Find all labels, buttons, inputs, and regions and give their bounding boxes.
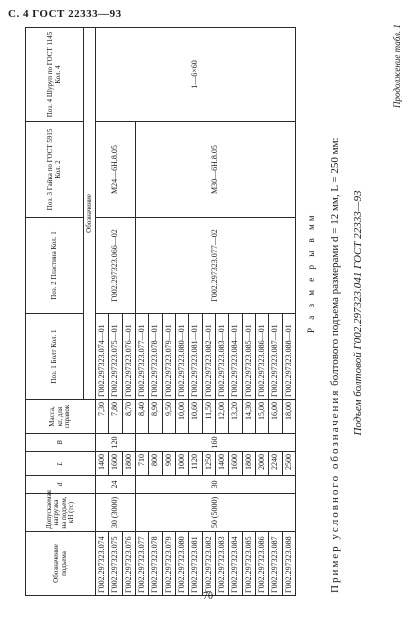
- col-header-B: B: [26, 434, 96, 452]
- cell-L: 1600: [229, 452, 242, 476]
- col-header-pos3: Поз. 3 Гайка по ГОСТ 5915 Кол. 2: [26, 122, 84, 218]
- col-header-d: d: [26, 476, 96, 494]
- cell-L: 2240: [269, 452, 282, 476]
- col-header-mass: Масса, кг, для справок: [26, 400, 96, 434]
- cell-L: 1800: [242, 452, 255, 476]
- example-reference: Подъем болтовой Г002.297323.041 ГОСТ 22333—93: [352, 190, 364, 436]
- cell-designation: Г002.297323.083: [215, 532, 228, 596]
- col-header-L: L: [26, 452, 96, 476]
- cell-designation: Г002.297323.084: [229, 532, 242, 596]
- cell-L: 1400: [96, 452, 109, 476]
- cell-pos1: Г002.297323.087—01: [269, 314, 282, 400]
- cell-mass: 10,00: [175, 400, 188, 434]
- col-header-pos1: Поз. 1 Болт Кол. 1: [26, 314, 84, 400]
- cell-pos1: Г002.297323.079—01: [162, 314, 175, 400]
- cell-pos2-b: Г002.297323.077—02: [135, 218, 295, 314]
- cell-mass: 18,00: [282, 400, 295, 434]
- cell-pos1: Г002.297323.083—01: [215, 314, 228, 400]
- cell-pos1: Г002.297323.080—01: [175, 314, 188, 400]
- col-header-pos2: Поз. 2 Пластина Кол. 1: [26, 218, 84, 314]
- col-header-load: Допускаемая нагрузка на подъем, кН (тс): [26, 494, 96, 532]
- cell-mass: 15,00: [255, 400, 268, 434]
- cell-mass: 7,30: [96, 400, 109, 434]
- spec-table: [25, 27, 296, 596]
- cell-designation: Г002.297323.074: [96, 532, 109, 596]
- cell-pos1: Г002.297323.085—01: [242, 314, 255, 400]
- col-header-designation: Обозначение подъема: [26, 532, 96, 596]
- example-block: [328, 33, 364, 593]
- cell-d-b: 30: [135, 476, 295, 494]
- cell-pos1: Г002.297323.081—01: [189, 314, 202, 400]
- cell-designation: Г002.297323.085: [242, 532, 255, 596]
- cell-pos1: Г002.297323.088—01: [282, 314, 295, 400]
- cell-load-b: 50 (5000): [135, 494, 295, 532]
- table-title: Р а з м е р ы в мм: [306, 212, 316, 333]
- cell-pos2-a: Г002.297323.066—02: [96, 218, 136, 314]
- cell-pos4: 1—6×60: [96, 28, 296, 122]
- cell-L: 2000: [255, 452, 268, 476]
- example-paragraph: [328, 33, 342, 593]
- cell-pos1: Г002.297323.076—01: [122, 314, 135, 400]
- cell-mass: 12,00: [215, 400, 228, 434]
- cell-L: 900: [162, 452, 175, 476]
- cell-mass: 13,20: [229, 400, 242, 434]
- page-number: 70: [203, 591, 213, 602]
- cell-designation: Г002.297323.082: [202, 532, 215, 596]
- col-header-pos4: Поз. 4 Шуруп по ГОСТ 1145 Кол. 4: [26, 28, 84, 122]
- cell-B-a: 120: [96, 434, 136, 452]
- cell-designation: Г002.297323.078: [149, 532, 162, 596]
- cell-designation: Г002.297323.077: [135, 532, 148, 596]
- cell-pos1: Г002.297323.082—01: [202, 314, 215, 400]
- cell-L: 1800: [122, 452, 135, 476]
- cell-L: 1120: [189, 452, 202, 476]
- cell-mass: 9,50: [162, 400, 175, 434]
- cell-mass: 16,00: [269, 400, 282, 434]
- cell-mass: 14,30: [242, 400, 255, 434]
- cell-L: 710: [135, 452, 148, 476]
- cell-pos1: Г002.297323.084—01: [229, 314, 242, 400]
- cell-designation: Г002.297323.076: [122, 532, 135, 596]
- cell-mass: 8,40: [135, 400, 148, 434]
- cell-L: 1600: [109, 452, 122, 476]
- cell-pos1: Г002.297323.074—01: [96, 314, 109, 400]
- cell-L: 800: [149, 452, 162, 476]
- cell-pos1: Г002.297323.078—01: [149, 314, 162, 400]
- spec-table-wrap: [25, 28, 296, 596]
- cell-designation: Г002.297323.088: [282, 532, 295, 596]
- cell-designation: Г002.297323.080: [175, 532, 188, 596]
- page-header: С. 4 ГОСТ 22333—93: [8, 8, 122, 20]
- cell-pos1: Г002.297323.086—01: [255, 314, 268, 400]
- cell-B-b: 160: [135, 434, 295, 452]
- cell-load-a: 30 (3000): [96, 494, 136, 532]
- cell-designation: Г002.297323.079: [162, 532, 175, 596]
- col-subheader-designation: Обозначение: [84, 28, 96, 400]
- cell-mass: 8,90: [149, 400, 162, 434]
- cell-designation: Г002.297323.087: [269, 532, 282, 596]
- cell-L: 1000: [175, 452, 188, 476]
- cell-L: 2500: [282, 452, 295, 476]
- cell-pos1: Г002.297323.075—01: [109, 314, 122, 400]
- cell-designation: Г002.297323.086: [255, 532, 268, 596]
- cell-mass: 8,70: [122, 400, 135, 434]
- example-label: Пример условного обозначения: [329, 388, 341, 593]
- cell-pos3-a: М24—6Н.8.05: [96, 122, 136, 218]
- cell-mass: 11,50: [202, 400, 215, 434]
- cell-pos3-b: М30—6Н.8.05: [135, 122, 295, 218]
- continuation-label: Продолжение табл. 1: [392, 24, 402, 108]
- cell-mass: 10,60: [189, 400, 202, 434]
- cell-designation: Г002.297323.075: [109, 532, 122, 596]
- cell-L: 1250: [202, 452, 215, 476]
- example-text: болтового подъема размерами d = 12 мм, L = 250 мм:: [329, 137, 341, 386]
- cell-L: 1400: [215, 452, 228, 476]
- cell-mass: 7,80: [109, 400, 122, 434]
- cell-d-a: 24: [96, 476, 136, 494]
- cell-pos1: Г002.297323.077—01: [135, 314, 148, 400]
- cell-designation: Г002.297323.081: [189, 532, 202, 596]
- table-row: [96, 28, 109, 596]
